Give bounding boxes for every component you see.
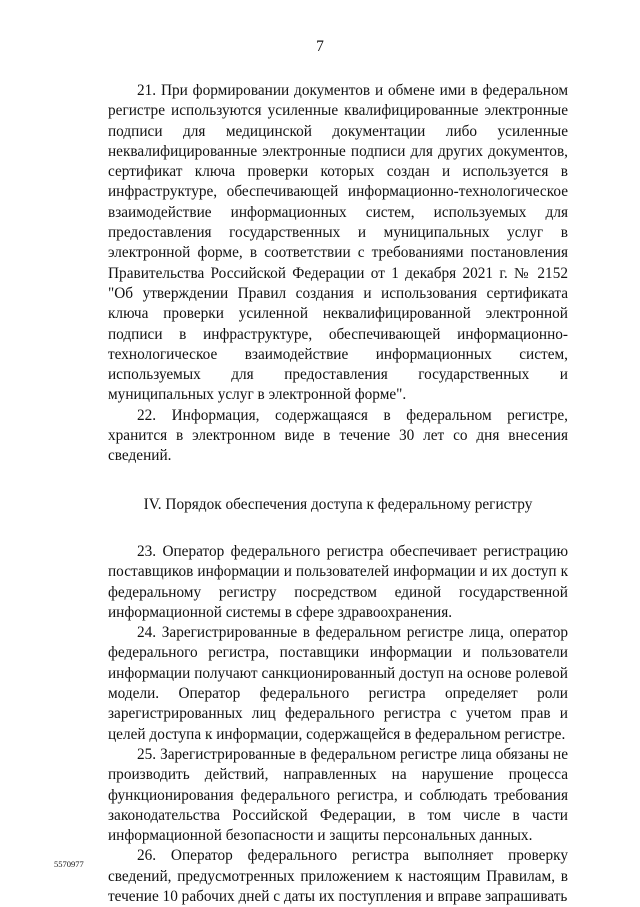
paragraph-25: 25. Зарегистрированные в федеральном регистре лица обязаны не производить действий, направленных на нарушение процесса функционирования федерального регистра, и соблюдать требования законодательства Российской Федерации, в том числе в части информационной безопасности и защиты персональных данных. <box>108 745 568 845</box>
paragraph-21: 21. При формировании документов и обмене ими в федеральном регистре используются усиленные квалифицированные электронные подписи для медицинской документации либо усиленные неквалифицированные электронные подписи для других документов, сертификат ключа проверки которых создан и используется в инфраструктуре, обеспечивающей информационно-технологическое взаимодействие информационных систем, используемых для предоставления государственных и муниципальных услуг в электронной форме, в соответствии с требованиями постановления Правительства Российской Федерации от 1 декабря 2021 г. № 2152 "Об утверждении Правил создания и использования сертификата ключа проверки усиленной неквалифицированной электронной подписи в инфраструктуре, обеспечивающей информационно-технологическое взаимодействие информационных систем, используемых для предоставления государственных и муниципальных услуг в электронной форме". <box>108 82 568 404</box>
paragraph-22: 22. Информация, содержащаяся в федеральном регистре, хранится в электронном виде в течение 30 лет со дня внесения сведений. <box>108 406 568 465</box>
paragraph-24: 24. Зарегистрированные в федеральном регистре лица, оператор федерального регистра, поставщики информации и пользователи информации получают санкционированный доступ на основе ролевой модели. Оператор федерального регистра определяет роли зарегистрированных лиц федерального регистра с учетом прав и целей доступа к информации, содержащейся в федеральном регистре. <box>108 624 568 743</box>
section-heading: IV. Порядок обеспечения доступа к федеральному регистру <box>143 495 533 513</box>
document-code: 5570977 <box>54 859 84 869</box>
paragraph-23: 23. Оператор федерального регистра обеспечивает регистрацию поставщиков информации и пользователей информации и их доступ к федеральному регистру посредством единой государственной информационной системы в сфере здравоохранения. <box>108 542 568 621</box>
page-number: 7 <box>316 38 324 55</box>
paragraph-26: 26. Оператор федерального регистра выполняет проверку сведений, предусмотренных приложением к настоящим Правилам, в течение 10 рабочих дней с даты их поступления и вправе запрашивать <box>108 847 568 905</box>
document-body <box>108 81 568 907</box>
